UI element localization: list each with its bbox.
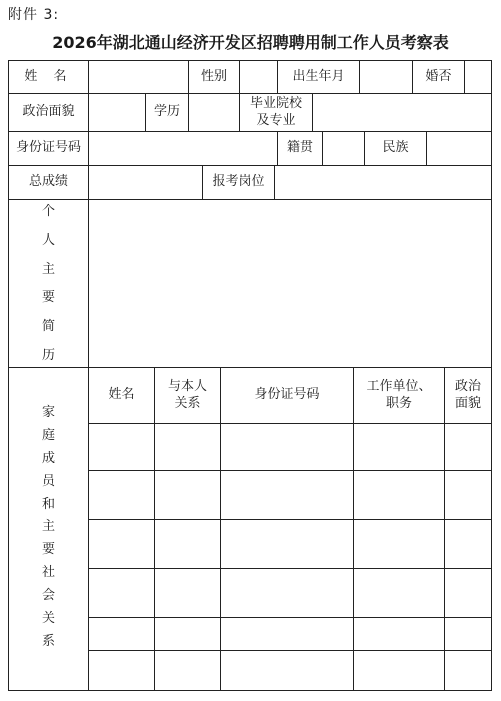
family-char: 和 <box>41 496 55 512</box>
score-input[interactable] <box>89 166 202 199</box>
family-label <box>9 405 88 650</box>
family-header-relation <box>155 368 220 423</box>
family-row[interactable] <box>89 424 491 470</box>
family-char: 成 <box>41 450 55 466</box>
family-header-relation-line1: 与本人 <box>167 379 207 395</box>
resume-char: 个 <box>41 204 55 219</box>
family-header-work-line1: 工作单位、 <box>366 379 432 395</box>
resume-input[interactable] <box>89 200 491 367</box>
family-header-politics-line1: 政治 <box>454 379 481 395</box>
id-label: 身份证号码 <box>15 140 81 156</box>
family-row[interactable] <box>89 618 491 650</box>
resume-char: 人 <box>41 232 55 248</box>
education-label: 学历 <box>153 104 180 120</box>
family-char: 系 <box>41 633 55 649</box>
gender-label: 性别 <box>200 68 227 84</box>
score-label: 总成绩 <box>28 174 68 190</box>
family-header-work-line2: 职务 <box>385 395 412 411</box>
family-row[interactable] <box>89 520 491 568</box>
family-header-politics <box>445 368 491 423</box>
birth-input[interactable] <box>360 61 412 93</box>
marital-label: 婚否 <box>425 68 452 84</box>
family-row[interactable] <box>89 569 491 617</box>
position-input[interactable] <box>275 166 491 199</box>
school-input[interactable] <box>313 94 491 131</box>
education-input[interactable] <box>189 94 239 131</box>
resume-char: 历 <box>41 347 55 363</box>
gender-input[interactable] <box>240 61 277 93</box>
family-char: 员 <box>41 473 55 489</box>
family-char: 社 <box>41 565 55 581</box>
annex-label: 附件 3: <box>8 7 60 23</box>
resume-char: 主 <box>41 261 55 277</box>
family-char: 要 <box>41 542 55 558</box>
name-label: 姓 名 <box>24 68 73 84</box>
family-char: 主 <box>41 519 55 535</box>
school-label <box>240 94 312 131</box>
resume-char: 要 <box>41 290 55 306</box>
family-header-relation-line2: 关系 <box>174 395 201 411</box>
family-row[interactable] <box>89 471 491 519</box>
family-char: 庭 <box>41 427 55 443</box>
family-row[interactable] <box>89 651 491 690</box>
school-label-line2: 及专业 <box>256 112 296 128</box>
politics-input[interactable] <box>89 94 145 131</box>
resume-label <box>9 204 88 364</box>
family-header-politics-line2: 面貌 <box>454 395 481 411</box>
politics-label: 政治面貌 <box>22 104 75 120</box>
name-input[interactable] <box>89 61 188 93</box>
ethnic-label: 民族 <box>382 140 409 156</box>
resume-char: 简 <box>41 319 55 334</box>
id-input[interactable] <box>89 132 277 165</box>
native-input[interactable] <box>323 132 364 165</box>
school-label-line1: 毕业院校 <box>249 96 302 112</box>
native-label: 籍贯 <box>286 140 313 156</box>
ethnic-input[interactable] <box>427 132 491 165</box>
family-header-work <box>354 368 444 423</box>
position-label: 报考岗位 <box>212 174 265 190</box>
family-char: 关 <box>41 610 55 626</box>
family-char: 会 <box>41 588 55 603</box>
marital-input[interactable] <box>465 61 491 93</box>
birth-label: 出生年月 <box>292 68 345 84</box>
family-header-name: 姓名 <box>108 387 135 403</box>
form-title: 2026年湖北通山经济开发区招聘聘用制工作人员考察表 <box>52 33 449 52</box>
family-header-id: 身份证号码 <box>254 387 320 403</box>
family-char: 家 <box>41 405 55 420</box>
